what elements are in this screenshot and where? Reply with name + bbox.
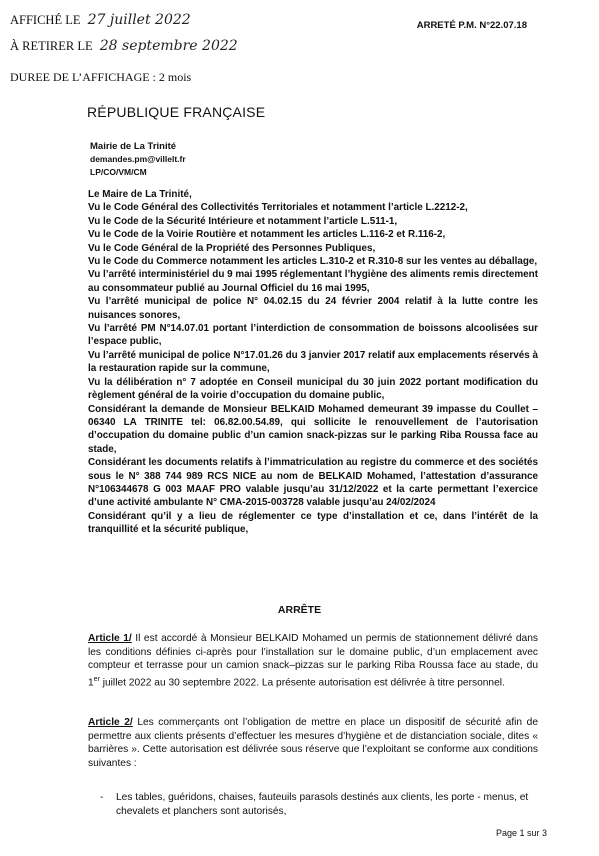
article-1-text-b: juillet 2022 au 30 septembre 2022. La présente autorisation est délivrée à titre personnel. <box>99 677 505 689</box>
preamble-line: Vu le Code de la Voirie Routière et notamment les articles L.116-2 et R.116-2, <box>88 229 446 241</box>
preamble-line: Considérant les documents relatifs à l’immatriculation au registre du commerce et des sociétés sous le N° 388 744 989 RCS NICE au nom de BELKAID Mohamed, l’attestation d’assurance N°106344678 G 003 MAAF PRO valable jusqu’au 31/12/2022 et la carte permettant l’exercice d’une activité ambulante N° CMA-2015-003728 valable jusqu’au 24/02/2024 <box>88 457 538 509</box>
preamble-line: Vu la délibération n° 7 adoptée en Conseil municipal du 30 juin 2022 portant modification du règlement général de la voirie d’occupation du domaine public, <box>88 376 538 402</box>
preamble-line: Considérant qu’il y a lieu de réglementer ce type d’installation et ce, dans l’intérêt de la tranquillité et la sécurité publique, <box>88 510 538 536</box>
mairie-code: LP/CO/VM/CM <box>90 167 147 177</box>
posted-line <box>10 12 191 28</box>
mairie-name: Mairie de La Trinité <box>90 141 177 152</box>
list-item-text: Les tables, guéridons, chaises, fauteuils parasols destinés aux clients, les porte - menus, et chevalets et planchers sont autorisés, <box>116 792 529 817</box>
preamble <box>88 188 538 537</box>
page-number: Page 1 sur 3 <box>495 828 547 838</box>
article-1-label: Article 1/ <box>88 633 132 644</box>
article-1-text-a: Il est accordé à Monsieur BELKAID Mohamed un permis de stationnement délivré dans les conditions définies ci-après pour l’installation sur le domaine public, d’un emplacement avec compteur et terrasse pour un camion snack–pizzas sur le parking Riba Roussa face au stade, du 1 <box>88 633 538 689</box>
article-1-sup: er <box>93 675 100 683</box>
article-1 <box>88 632 538 690</box>
decree-reference: ARRETÉ P.M. N°22.07.18 <box>416 20 527 31</box>
posted-date-handwritten: 27 juillet 2022 <box>87 12 191 28</box>
article-2 <box>88 716 538 770</box>
article-2-text: Les commerçants ont l’obligation de mettre en place un dispositif de sécurité afin de permettre aux clients présents d’effectuer les mesures d’hygiène et de distanciation sociale, dites « barrières ». Cette autorisation est délivrée sous réserve que l’exploitant se conforme aux conditions suivantes : <box>88 717 538 769</box>
preamble-line: Vu l’arrêté interministériel du 9 mai 1995 réglementant l’hygiène des aliments remis directement au consommateur publié au Journal Officiel du 16 mai 1995, <box>88 269 538 294</box>
republic-heading: RÉPUBLIQUE FRANÇAISE <box>87 104 266 120</box>
posted-label: AFFICHÉ LE <box>10 13 81 27</box>
bullet-dash-icon: - <box>100 792 104 803</box>
preamble-line: Vu l’arrêté municipal de police N°17.01.26 du 3 janvier 2017 relatif aux emplacements réservés à la restauration rapide sur la commune, <box>88 349 538 375</box>
article-2-label: Article 2/ <box>88 717 133 728</box>
mairie-email: demandes.pm@villelt.fr <box>90 154 186 164</box>
preamble-line: Vu le Code de la Sécurité Intérieure et notamment l’article L.511-1, <box>88 215 398 227</box>
preamble-line: Vu le Code Général des Collectivités Territoriales et notamment l’article L.2212-2, <box>88 202 468 214</box>
preamble-line: Vu le Code du Commerce notamment les articles L.310-2 et R.310-8 sur les ventes au déballage, <box>88 256 538 268</box>
remove-label: À RETIRER LE <box>10 39 93 53</box>
preamble-line: Le Maire de La Trinité, <box>88 189 192 200</box>
posting-duration: DUREE DE L’AFFICHAGE : 2 mois <box>10 70 192 84</box>
remove-date-handwritten: 28 septembre 2022 <box>99 38 238 54</box>
remove-line <box>10 38 238 54</box>
preamble-line: Vu l’arrêté PM N°14.07.01 portant l’interdiction de consommation de boissons alcoolisées sur l’espace public, <box>88 323 538 348</box>
preamble-line: Vu l’arrêté municipal de police N° 04.02.15 du 24 février 2004 relatif à la lutte contre les nuisances sonores, <box>88 296 538 321</box>
mairie-block <box>90 140 186 179</box>
preamble-line: Vu le Code Général de la Propriété des Personnes Publiques, <box>88 242 376 254</box>
preamble-line: Considérant la demande de Monsieur BELKAID Mohamed demeurant 39 impasse du Coullet – 06340 LA TRINITE tel: 06.82.00.54.89, qui sollicite le renouvellement de l’autorisation d’occupation du domaine public d’un camion snack-pizzas sur le parking Riba Roussa face au stade, <box>88 403 538 455</box>
arrete-heading: ARRÊTE <box>277 604 322 616</box>
list-item <box>100 791 538 818</box>
